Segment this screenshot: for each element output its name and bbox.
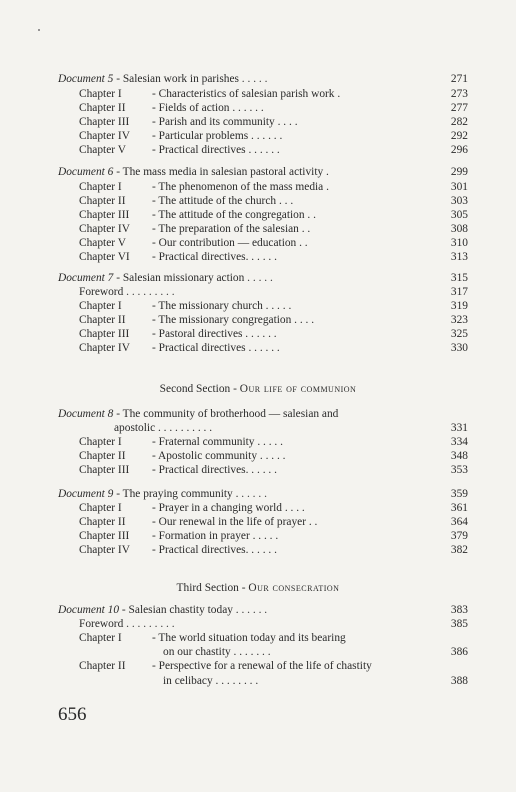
toc-page-ref[interactable]: 383 xyxy=(450,604,468,616)
toc-chapter-entry[interactable] xyxy=(79,631,414,645)
chapter-label: Chapter I xyxy=(79,502,122,514)
toc-page-ref[interactable]: 334 xyxy=(450,436,468,448)
toc-chapter-entry[interactable] xyxy=(79,180,414,194)
toc-page-ref[interactable]: 386 xyxy=(450,646,468,658)
toc-page-ref[interactable]: 296 xyxy=(450,144,468,156)
chapter-title: - Fields of action . . . . . . xyxy=(152,102,264,114)
chapter-title: - Practical directives . . . . . . xyxy=(152,342,280,354)
toc-foreword-entry[interactable] xyxy=(79,285,414,299)
continuation-text: in celibacy . . . . . . . . xyxy=(163,675,259,687)
toc-chapter-entry[interactable] xyxy=(79,501,414,515)
toc-chapter-entry[interactable] xyxy=(79,449,414,463)
chapter-label: Chapter III xyxy=(79,116,130,128)
section-prefix: Third Section - xyxy=(176,582,249,594)
toc-chapter-entry[interactable] xyxy=(79,313,414,327)
leader-dots: . . . . . xyxy=(238,488,267,500)
chapter-label: Chapter III xyxy=(79,464,130,476)
toc-page-ref[interactable]: 330 xyxy=(450,342,468,354)
toc-page-ref[interactable]: 277 xyxy=(450,102,468,114)
toc-chapter-entry[interactable] xyxy=(79,515,414,529)
toc-chapter-entry[interactable] xyxy=(79,87,414,101)
toc-page-ref[interactable]: 305 xyxy=(450,209,468,221)
leader-dots: . . . . . . . . . xyxy=(123,286,175,298)
section-heading xyxy=(0,382,516,396)
document-title: - The community of brotherhood — salesian and xyxy=(113,408,339,420)
section-heading xyxy=(0,581,516,595)
chapter-label: Chapter V xyxy=(79,144,126,156)
toc-document-entry[interactable] xyxy=(58,407,414,421)
toc-page-ref[interactable]: 315 xyxy=(450,272,468,284)
toc-chapter-entry[interactable] xyxy=(79,435,414,449)
document-title: - Salesian chastity today . xyxy=(119,604,239,616)
chapter-label: Chapter I xyxy=(79,300,122,312)
toc-chapter-entry[interactable] xyxy=(79,101,414,115)
chapter-label: Chapter III xyxy=(79,530,130,542)
toc-page-ref[interactable]: 361 xyxy=(450,502,468,514)
toc-page-ref[interactable]: 301 xyxy=(450,181,468,193)
toc-chapter-entry[interactable] xyxy=(79,543,414,557)
toc-document-entry[interactable] xyxy=(58,603,414,617)
toc-document-entry[interactable] xyxy=(58,165,414,179)
document-title: - The mass media in salesian pastoral activity . xyxy=(113,166,329,178)
chapter-title: - Perspective for a renewal of the life of chastity xyxy=(152,660,372,672)
toc-page-ref[interactable]: 379 xyxy=(450,530,468,542)
toc-page-ref[interactable]: 382 xyxy=(450,544,468,556)
leader-dots: . . . . . . . . . xyxy=(123,618,175,630)
toc-page-ref[interactable]: 273 xyxy=(450,88,468,100)
toc-chapter-entry[interactable] xyxy=(79,659,414,673)
toc-chapter-entry[interactable] xyxy=(79,299,414,313)
chapter-label: Chapter IV xyxy=(79,223,130,235)
chapter-label: Chapter I xyxy=(79,181,122,193)
chapter-label: Chapter VI xyxy=(79,251,130,263)
chapter-title: - Apostolic community . . . . . xyxy=(152,450,286,462)
toc-chapter-entry[interactable] xyxy=(79,341,414,355)
toc-page-ref[interactable]: 331 xyxy=(450,422,468,434)
chapter-title: - Practical directives. . . . . . xyxy=(152,544,277,556)
section-title: Our life of communion xyxy=(239,383,357,395)
document-title: - Salesian work in parishes xyxy=(113,73,239,85)
toc-continuation-line[interactable] xyxy=(163,645,414,659)
toc-chapter-entry[interactable] xyxy=(79,250,414,264)
toc-page-ref[interactable]: 325 xyxy=(450,328,468,340)
foreword-label: Foreword xyxy=(79,618,124,630)
toc-document-entry[interactable] xyxy=(58,72,414,86)
toc-page-ref[interactable]: 292 xyxy=(450,130,468,142)
chapter-title: - Particular problems . . . . . . xyxy=(152,130,283,142)
chapter-title: - The missionary congregation . . . . xyxy=(152,314,315,326)
document-title: - Salesian missionary action xyxy=(113,272,245,284)
chapter-label: Chapter I xyxy=(79,632,122,644)
toc-page-ref[interactable]: 353 xyxy=(450,464,468,476)
chapter-title: - The world situation today and its bearing xyxy=(152,632,346,644)
toc-chapter-entry[interactable] xyxy=(79,194,414,208)
toc-page-ref[interactable]: 303 xyxy=(450,195,468,207)
toc-chapter-entry[interactable] xyxy=(79,129,414,143)
toc-chapter-entry[interactable] xyxy=(79,463,414,477)
chapter-title: - Characteristics of salesian parish work . xyxy=(152,88,341,100)
toc-continuation-line[interactable] xyxy=(114,421,365,435)
chapter-label: Chapter IV xyxy=(79,544,130,556)
toc-page-ref[interactable]: 317 xyxy=(450,286,468,298)
chapter-title: - The attitude of the church . . . xyxy=(152,195,294,207)
chapter-title: - Pastoral directives . . . . . . xyxy=(152,328,277,340)
chapter-label: Chapter III xyxy=(79,209,130,221)
section-prefix: Second Section - xyxy=(159,383,240,395)
toc-page-ref[interactable]: 299 xyxy=(450,166,468,178)
toc-chapter-entry[interactable] xyxy=(79,327,414,341)
continuation-text: on our chastity . . . . . . . xyxy=(163,646,271,658)
toc-page-ref[interactable]: 313 xyxy=(450,251,468,263)
chapter-title: - Practical directives. . . . . . xyxy=(152,251,277,263)
chapter-label: Chapter I xyxy=(79,436,122,448)
toc-chapter-entry[interactable] xyxy=(79,222,414,236)
foreword-label: Foreword xyxy=(79,286,124,298)
chapter-label: Chapter II xyxy=(79,660,126,672)
chapter-label: Chapter II xyxy=(79,195,126,207)
chapter-title: - Fraternal community . . . . . xyxy=(152,436,283,448)
chapter-title: - The preparation of the salesian . . xyxy=(152,223,311,235)
page-number: 656 xyxy=(58,704,87,725)
toc-page-ref[interactable]: 364 xyxy=(450,516,468,528)
leader-dots: . . . . . xyxy=(244,272,273,284)
section-title: Our consecration xyxy=(248,582,340,594)
chapter-label: Chapter V xyxy=(79,237,126,249)
chapter-title: - The attitude of the congregation . . xyxy=(152,209,316,221)
toc-foreword-entry[interactable] xyxy=(79,617,414,631)
chapter-label: Chapter II xyxy=(79,516,126,528)
toc-page-ref[interactable]: 388 xyxy=(450,675,468,687)
toc-chapter-entry[interactable] xyxy=(79,236,414,250)
document-label: Document 8 xyxy=(58,408,114,420)
toc-page-ref[interactable]: 359 xyxy=(450,488,468,500)
toc-page-ref[interactable]: 308 xyxy=(450,223,468,235)
toc-page-ref[interactable]: 282 xyxy=(450,116,468,128)
toc-chapter-entry[interactable] xyxy=(79,208,414,222)
chapter-title: - The phenomenon of the mass media . xyxy=(152,181,329,193)
toc-document-entry[interactable] xyxy=(58,487,414,501)
chapter-title: - Prayer in a changing world . . . . xyxy=(152,502,305,514)
chapter-label: Chapter III xyxy=(79,328,130,340)
toc-chapter-entry[interactable] xyxy=(79,529,414,543)
toc-page-ref[interactable]: 271 xyxy=(450,73,468,85)
document-label: Document 7 xyxy=(58,272,114,284)
chapter-label: Chapter II xyxy=(79,102,126,114)
chapter-label: Chapter I xyxy=(79,88,122,100)
chapter-label: Chapter IV xyxy=(79,342,130,354)
toc-chapter-entry[interactable] xyxy=(79,143,414,157)
toc-page-ref[interactable]: 319 xyxy=(450,300,468,312)
toc-page-ref[interactable]: 323 xyxy=(450,314,468,326)
toc-page-ref[interactable]: 310 xyxy=(450,237,468,249)
chapter-title: - Practical directives . . . . . . xyxy=(152,144,280,156)
toc-page-ref[interactable]: 385 xyxy=(450,618,468,630)
chapter-title: - Formation in prayer . . . . . xyxy=(152,530,279,542)
chapter-title: - Our contribution — education . . xyxy=(152,237,308,249)
chapter-title: - Our renewal in the life of prayer . . xyxy=(152,516,318,528)
toc-chapter-entry[interactable] xyxy=(79,115,414,129)
continuation-text: apostolic . . . . . . . . . . xyxy=(114,422,213,434)
toc-page-ref[interactable]: 348 xyxy=(450,450,468,462)
document-label: Document 6 xyxy=(58,166,114,178)
chapter-label: Chapter IV xyxy=(79,130,130,142)
chapter-title: - Parish and its community . . . . xyxy=(152,116,298,128)
chapter-title: - Practical directives. . . . . . xyxy=(152,464,277,476)
document-label: Document 5 xyxy=(58,73,114,85)
toc-continuation-line[interactable] xyxy=(163,674,414,688)
document-label: Document 9 xyxy=(58,488,114,500)
speck xyxy=(38,29,40,31)
toc-document-entry[interactable] xyxy=(58,271,414,285)
chapter-label: Chapter II xyxy=(79,314,126,326)
document-title: - The praying community . xyxy=(113,488,239,500)
leader-dots: . . . . . xyxy=(238,73,268,85)
chapter-title: - The missionary church . . . . . xyxy=(152,300,292,312)
document-label: Document 10 xyxy=(58,604,120,616)
leader-dots: . . . . . xyxy=(238,604,268,616)
chapter-label: Chapter II xyxy=(79,450,126,462)
